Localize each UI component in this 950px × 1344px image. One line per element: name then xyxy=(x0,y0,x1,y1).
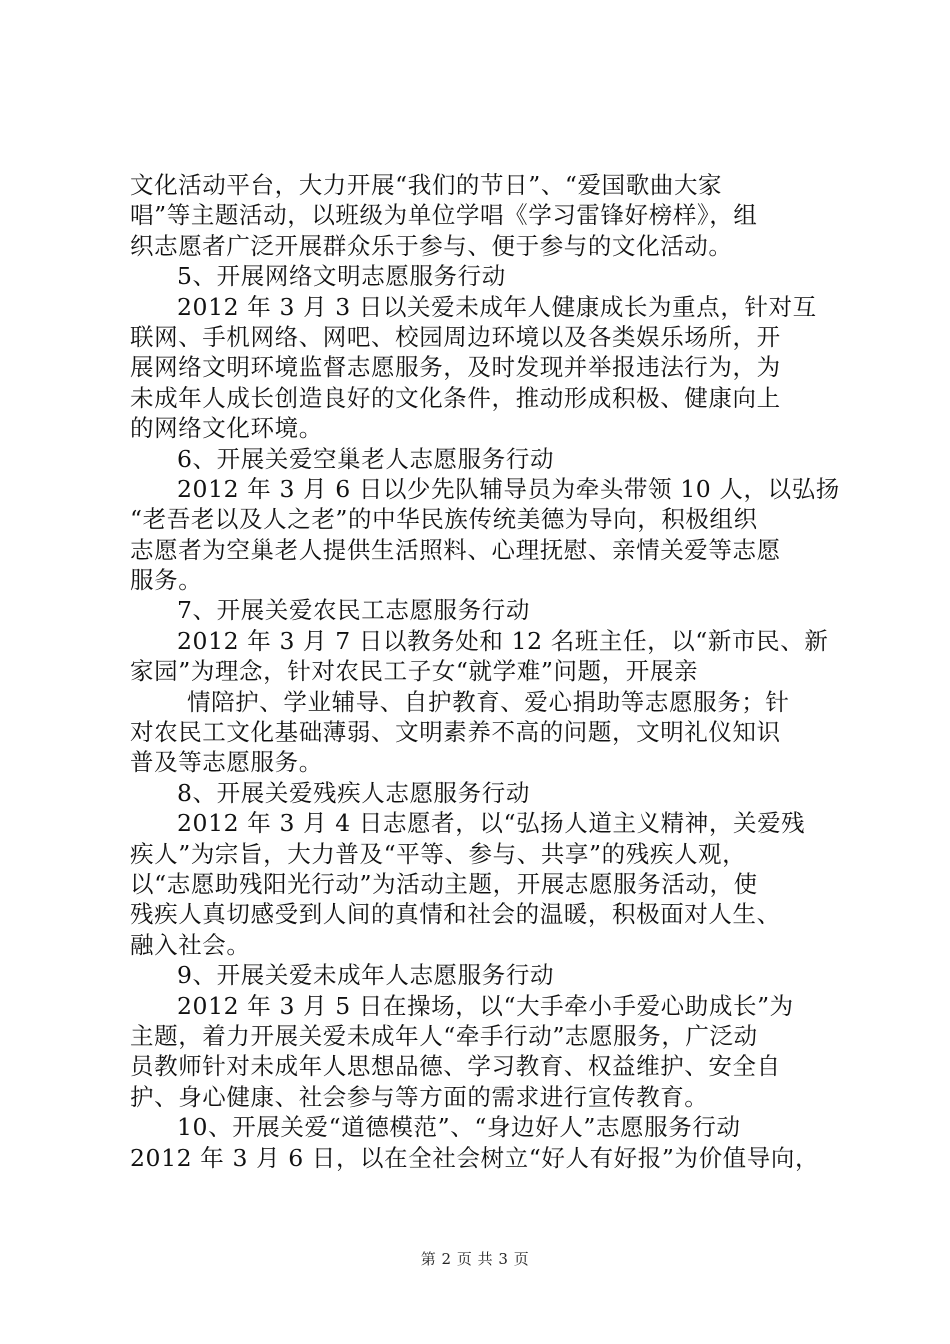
text-line: 主题，着力开展关爱未成年人“牵手行动”志愿服务，广泛动 xyxy=(130,1021,758,1050)
section-heading: 6、开展关爱空巢老人志愿服务行动 xyxy=(177,444,555,473)
text-line: 2012 年 3 月 6 日，以在全社会树立“好人有好报”为价值导向， xyxy=(130,1143,820,1172)
document-body xyxy=(130,170,840,1173)
section-heading: 9、开展关爱未成年人志愿服务行动 xyxy=(177,961,555,990)
section-heading: 10、开展关爱“道德模范”、“身边好人”志愿服务行动 xyxy=(177,1113,741,1142)
section-heading: 8、开展关爱残疾人志愿服务行动 xyxy=(177,778,530,807)
text-line: 2012 年 3 月 3 日以关爱未成年人健康成长为重点，针对互 xyxy=(177,292,817,321)
text-line: 服务。 xyxy=(130,566,203,595)
text-line: 普及等志愿服务。 xyxy=(130,748,323,777)
page-number-footer: 第 2 页 共 3 页 xyxy=(420,1250,530,1268)
text-line: 2012 年 3 月 7 日以教务处和 12 名班主任，以“新市民、新 xyxy=(177,626,829,655)
text-line: “老吾老以及人之老”的中华民族传统美德为导向，积极组织 xyxy=(130,505,758,534)
text-line: 员教师针对未成年人思想品德、学习教育、权益维护、安全自 xyxy=(130,1052,781,1081)
text-line: 对农民工文化基础薄弱、文明素养不高的问题，文明礼仪知识 xyxy=(130,718,781,747)
text-line: 疾人”为宗旨，大力普及“平等、参与、共享”的残疾人观， xyxy=(130,839,747,868)
text-line: 情陪护、学业辅导、自护教育、爱心捐助等志愿服务；针 xyxy=(187,687,790,716)
text-line: 以“志愿助残阳光行动”为活动主题，开展志愿服务活动，使 xyxy=(130,869,758,898)
text-line: 家园”为理念，针对农民工子女“就学难”问题，开展亲 xyxy=(130,657,699,686)
text-line: 护、身心健康、社会参与等方面的需求进行宣传教育。 xyxy=(130,1082,709,1111)
text-line: 织志愿者广泛开展群众乐于参与、便于参与的文化活动。 xyxy=(130,231,733,260)
section-heading: 5、开展网络文明志愿服务行动 xyxy=(177,262,506,291)
text-line: 2012 年 3 月 4 日志愿者，以“弘扬人道主义精神，关爱残 xyxy=(177,809,806,838)
text-line: 残疾人真切感受到人间的真情和社会的温暖，积极面对人生、 xyxy=(130,900,781,929)
text-line: 2012 年 3 月 6 日以少先队辅导员为牵头带领 10 人，以弘扬 xyxy=(177,474,840,503)
text-line: 融入社会。 xyxy=(130,930,251,959)
text-line: 未成年人成长创造良好的文化条件，推动形成积极、健康向上 xyxy=(130,383,781,412)
text-line: 展网络文明环境监督志愿服务，及时发现并举报违法行为，为 xyxy=(130,353,781,382)
text-line: 2012 年 3 月 5 日在操场，以“大手牵小手爱心助成长”为 xyxy=(177,991,794,1020)
section-heading: 7、开展关爱农民工志愿服务行动 xyxy=(177,596,530,625)
text-line: 的网络文化环境。 xyxy=(130,414,323,443)
text-line: 文化活动平台，大力开展“我们的节日”、“爱国歌曲大家 xyxy=(130,171,723,199)
text-line: 唱”等主题活动，以班级为单位学唱《学习雷锋好榜样》，组 xyxy=(130,201,758,230)
text-line: 志愿者为空巢老人提供生活照料、心理抚慰、亲情关爱等志愿 xyxy=(130,535,781,564)
text-line: 联网、手机网络、网吧、校园周边环境以及各类娱乐场所，开 xyxy=(130,322,781,351)
